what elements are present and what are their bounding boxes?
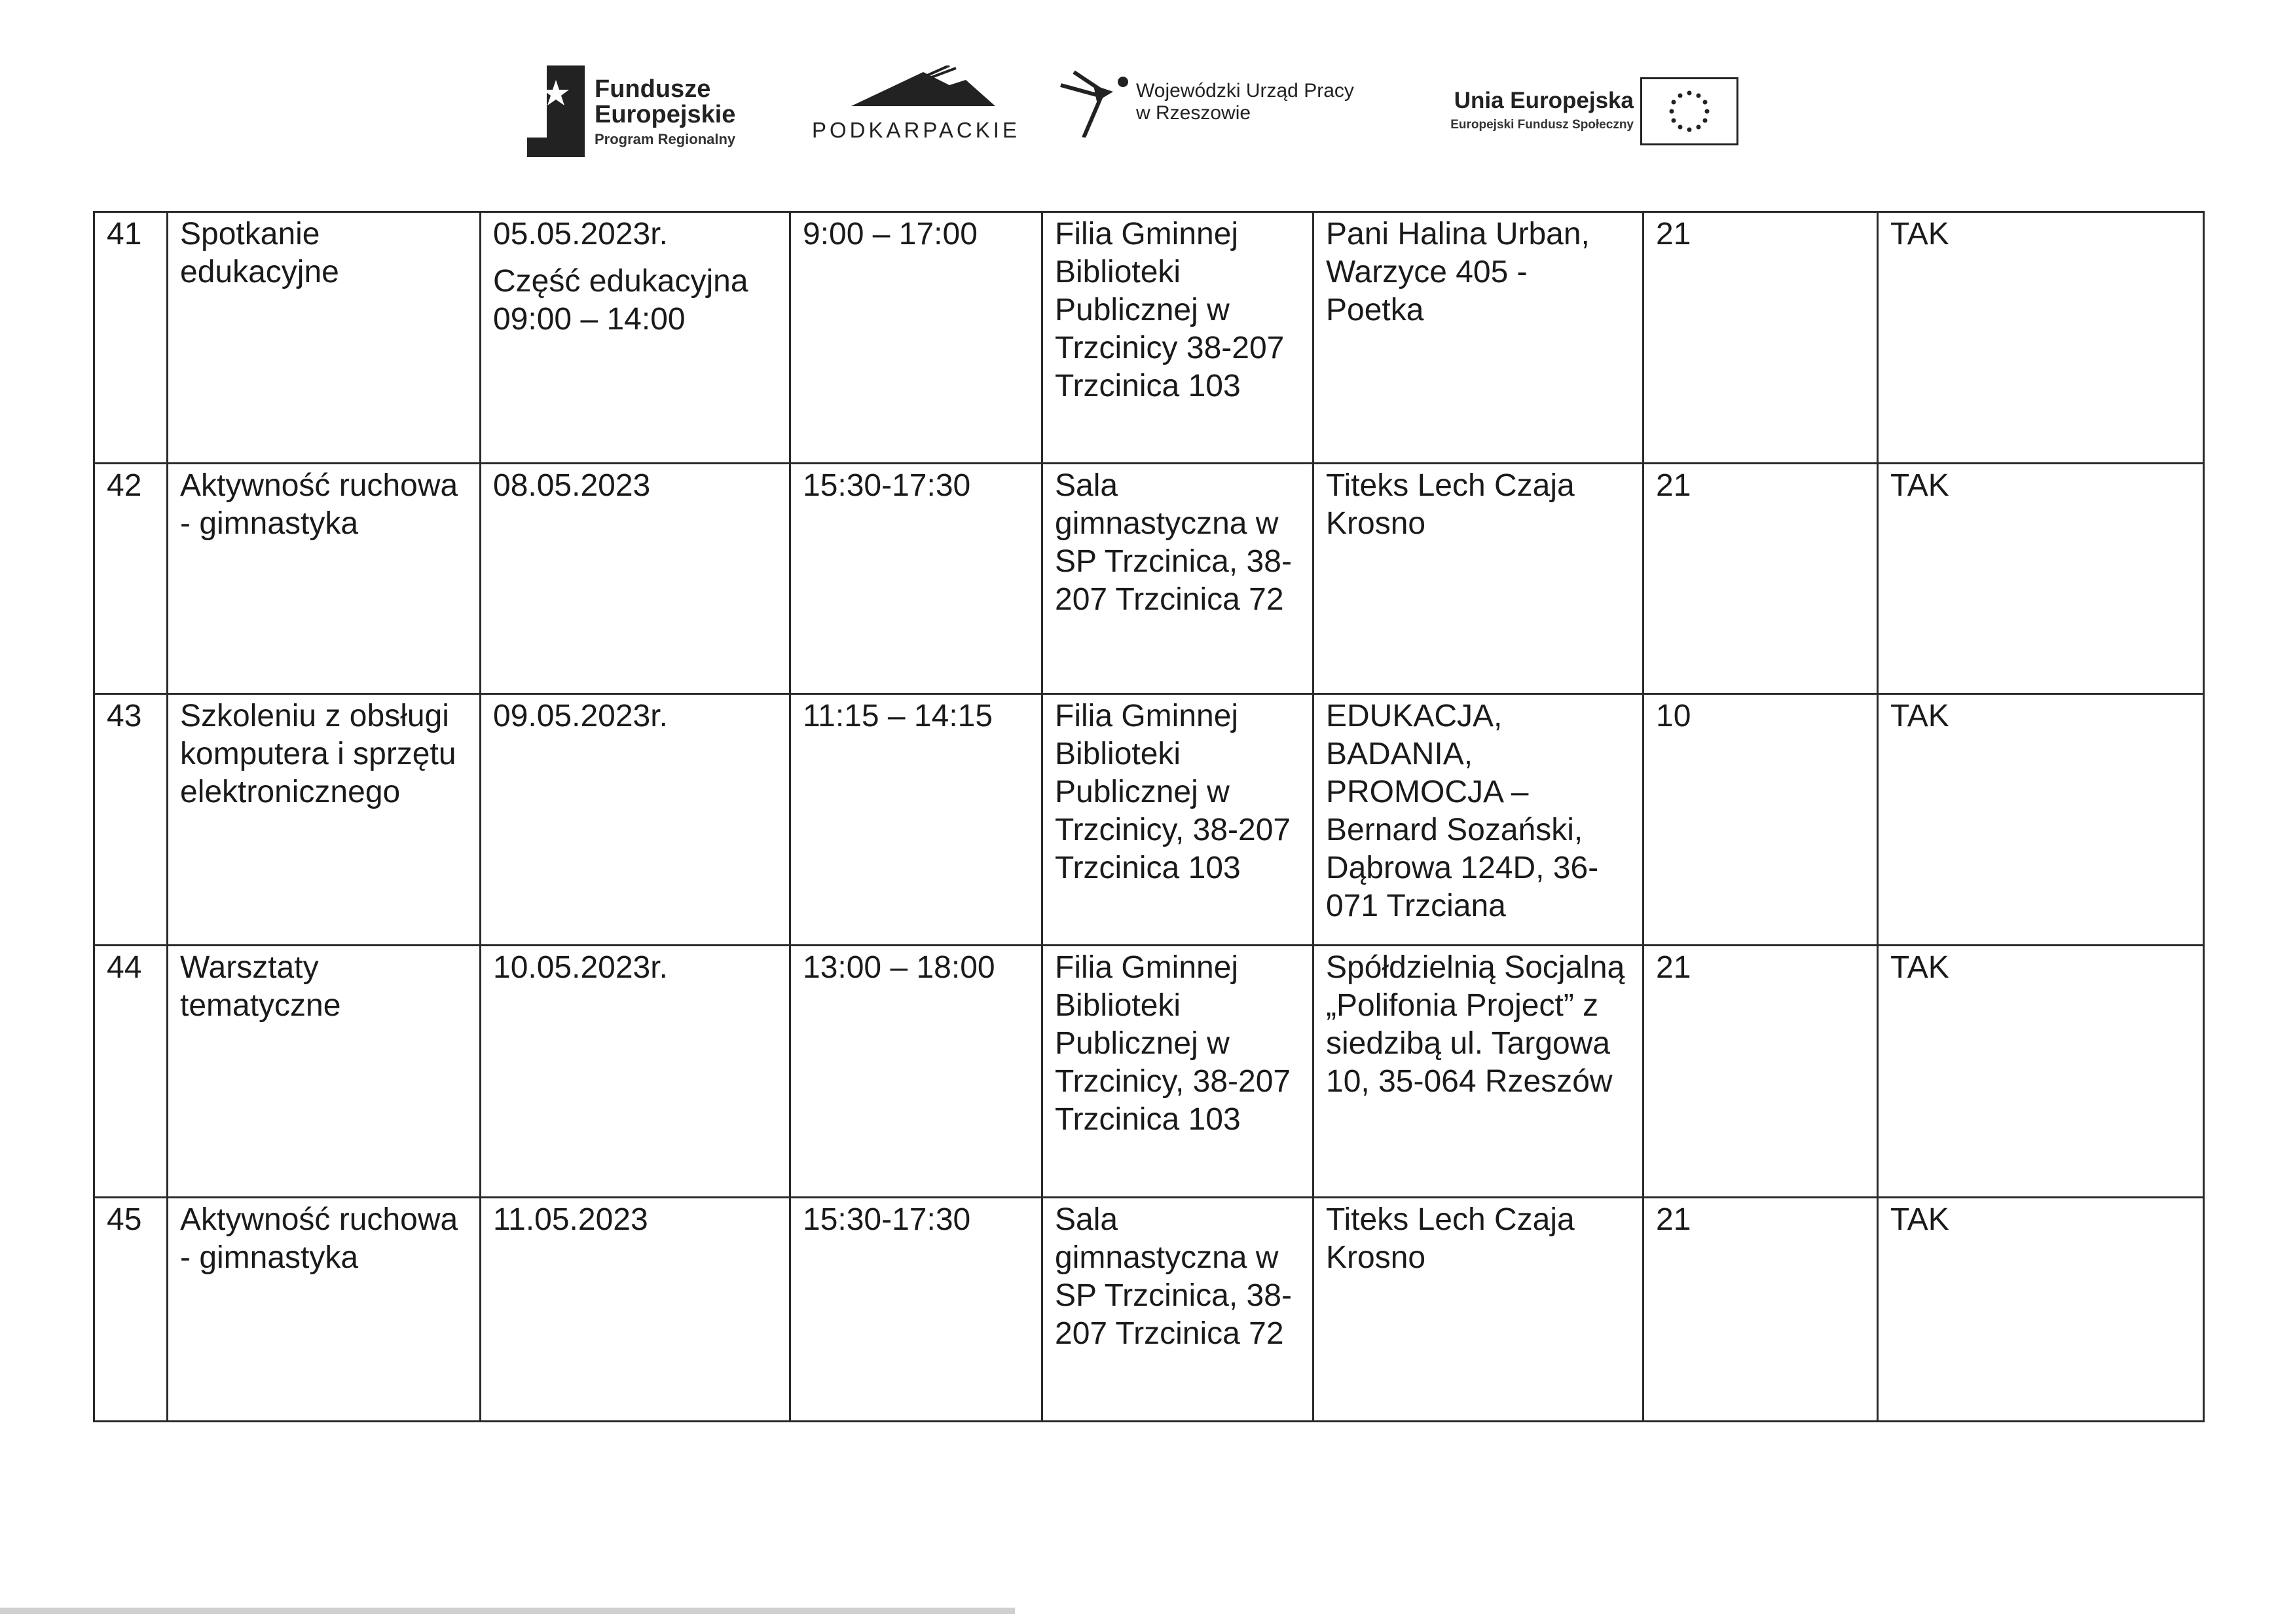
wup-arrow-icon bbox=[1057, 65, 1129, 138]
scan-edge-line bbox=[0, 1608, 1015, 1614]
podkarpackie-logo bbox=[812, 65, 1035, 151]
table-row bbox=[94, 1198, 2204, 1422]
table-row bbox=[94, 946, 2204, 1198]
activity-time: 9:00 – 17:00 bbox=[790, 212, 1042, 464]
table-row bbox=[94, 212, 2204, 464]
table-row bbox=[94, 694, 2204, 946]
activity-place: Sala gimnastyczna w SP Trzcinica, 38-207 Trzcinica 72 bbox=[1042, 1198, 1313, 1422]
row-number: 43 bbox=[94, 694, 168, 946]
activity-participants: 21 bbox=[1643, 946, 1878, 1198]
activity-place: Sala gimnastyczna w SP Trzcinica, 38-207 Trzcinica 72 bbox=[1042, 464, 1313, 694]
activity-date: 10.05.2023r. bbox=[481, 946, 790, 1198]
row-number: 42 bbox=[94, 464, 168, 694]
activity-provider: Pani Halina Urban, Warzyce 405 - Poetka bbox=[1313, 212, 1643, 464]
header-logos bbox=[0, 0, 2295, 196]
activity-status: TAK bbox=[1878, 212, 2204, 464]
activity-status: TAK bbox=[1878, 694, 2204, 946]
ue-line1: Unia Europejska bbox=[1454, 88, 1634, 113]
fundusze-europejskie-logo bbox=[527, 65, 769, 157]
activity-participants: 21 bbox=[1643, 1198, 1878, 1422]
activity-date: 09.05.2023r. bbox=[481, 694, 790, 946]
row-number: 44 bbox=[94, 946, 168, 1198]
activity-status: TAK bbox=[1878, 464, 2204, 694]
activity-place: Filia Gminnej Biblioteki Publicznej w Trzcinicy, 38-207 Trzcinica 103 bbox=[1042, 946, 1313, 1198]
activity-time: 15:30-17:30 bbox=[790, 464, 1042, 694]
ue-line2: Europejski Fundusz Społeczny bbox=[1450, 118, 1634, 132]
activity-time: 13:00 – 18:00 bbox=[790, 946, 1042, 1198]
activity-date-extra: Część edukacyjna 09:00 – 14:00 bbox=[493, 264, 748, 337]
activities-table bbox=[93, 211, 2205, 1422]
activity-status: TAK bbox=[1878, 946, 2204, 1198]
eu-flag-icon bbox=[1640, 77, 1738, 145]
activity-time: 11:15 – 14:15 bbox=[790, 694, 1042, 946]
activity-participants: 21 bbox=[1643, 464, 1878, 694]
wup-rzeszow-logo bbox=[1057, 65, 1411, 151]
fundusze-europejskie-mark-icon bbox=[527, 65, 585, 157]
activity-date: 05.05.2023r. bbox=[493, 217, 668, 251]
activity-name: Aktywność ruchowa - gimnastyka bbox=[168, 1198, 481, 1422]
activity-name: Warsztaty tematyczne bbox=[168, 946, 481, 1198]
activity-provider: Spółdzielnią Socjalną „Polifonia Project” z siedzibą ul. Targowa 10, 35-064 Rzeszów bbox=[1313, 946, 1643, 1198]
row-number: 45 bbox=[94, 1198, 168, 1422]
activity-place: Filia Gminnej Biblioteki Publicznej w Trzcinicy 38-207 Trzcinica 103 bbox=[1042, 212, 1313, 464]
activity-date: 08.05.2023 bbox=[481, 464, 790, 694]
activity-date-cell bbox=[481, 212, 790, 464]
activity-provider: EDUKACJA, BADANIA, PROMOCJA – Bernard Sozański, Dąbrowa 124D, 36-071 Trzciana bbox=[1313, 694, 1643, 946]
activity-name: Szkoleniu z obsługi komputera i sprzętu elektronicznego bbox=[168, 694, 481, 946]
fundusze-line3: Program Regionalny bbox=[595, 131, 736, 147]
activity-status: TAK bbox=[1878, 1198, 2204, 1422]
activity-participants: 21 bbox=[1643, 212, 1878, 464]
activity-date: 11.05.2023 bbox=[481, 1198, 790, 1422]
activity-name: Aktywność ruchowa - gimnastyka bbox=[168, 464, 481, 694]
podkarpackie-text: PODKARPACKIE bbox=[812, 118, 1020, 142]
wup-line2: w Rzeszowie bbox=[1136, 102, 1251, 124]
fundusze-line2: Europejskie bbox=[595, 101, 736, 128]
activity-provider: Titeks Lech Czaja Krosno bbox=[1313, 464, 1643, 694]
podkarpackie-mountain-icon bbox=[851, 65, 995, 111]
unia-europejska-logo bbox=[1405, 77, 1758, 156]
table-row bbox=[94, 464, 2204, 694]
activity-participants: 10 bbox=[1643, 694, 1878, 946]
activity-provider: Titeks Lech Czaja Krosno bbox=[1313, 1198, 1643, 1422]
row-number: 41 bbox=[94, 212, 168, 464]
wup-line1: Wojewódzki Urząd Pracy bbox=[1136, 80, 1354, 101]
activity-time: 15:30-17:30 bbox=[790, 1198, 1042, 1422]
activity-place: Filia Gminnej Biblioteki Publicznej w Trzcinicy, 38-207 Trzcinica 103 bbox=[1042, 694, 1313, 946]
activity-name: Spotkanie edukacyjne bbox=[168, 212, 481, 464]
fundusze-line1: Fundusze bbox=[595, 75, 711, 103]
